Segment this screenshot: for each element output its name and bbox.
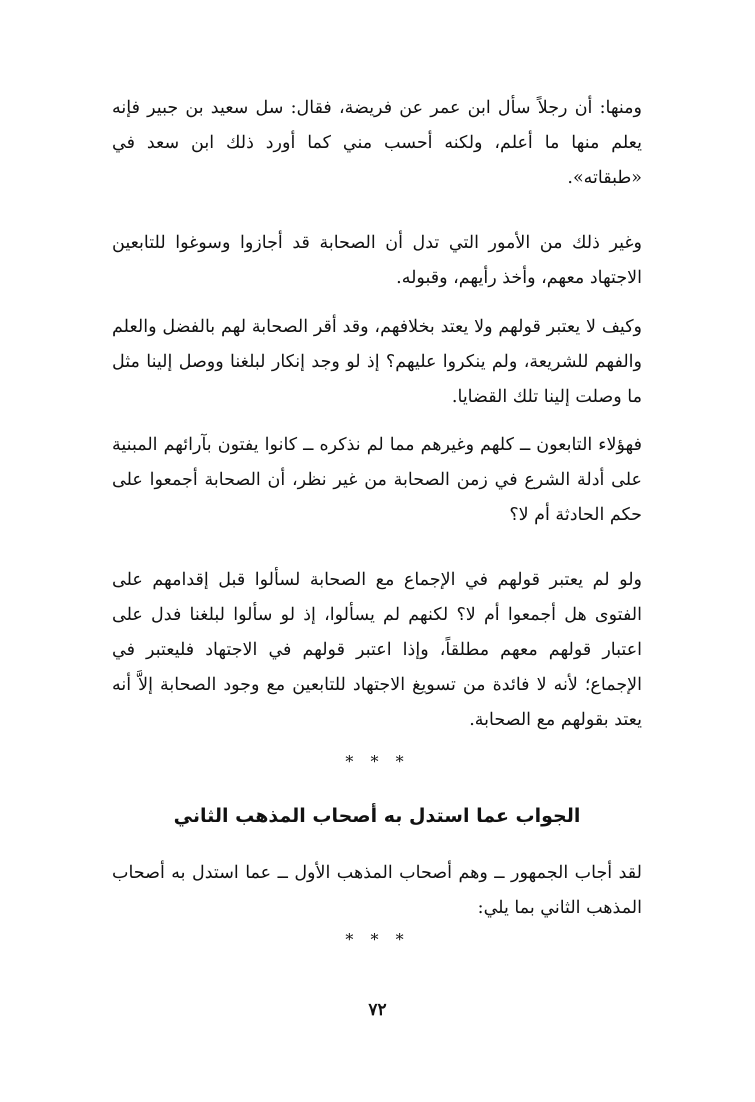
section-separator-end: * * * [345, 930, 410, 949]
section-heading: الجواب عما استدل به أصحاب المذهب الثاني [173, 805, 581, 827]
paragraph-successors-fatwa: فهؤلاء التابعون ــ كلهم وغيرهم مما لم نذكره ــ كانوا يفتون بآرائهم المبنية على أدلة الشرع في زمن الصحابة من غير نظر، أن الصحابة أجمعوا على حكم الحادثة أم لا؟ [112, 435, 642, 525]
paragraph-companions-permitted: وغير ذلك من الأمور التي تدل أن الصحابة قد أجازوا وسوغوا للتابعين الاجتهاد معهم، وأخذ رأيهم، وقبوله. [112, 233, 642, 288]
paragraph-not-disregarded: وكيف لا يعتبر قولهم ولا يعتد بخلافهم، وقد أقر الصحابة لهم بالفضل والعلم والفهم للشريعة، ولم ينكروا عليهم؟ إذ لو وجد إنكار لبلغنا ووصل إلينا مثل ما وصلت إلينا تلك القضايا. [112, 317, 642, 407]
paragraph-majority-response: لقد أجاب الجمهور ــ وهم أصحاب المذهب الأول ــ عما استدل به أصحاب المذهب الثاني بما يلي: [112, 863, 642, 918]
paragraph-ibn-umar-report: ومنها: أن رجلاً سأل ابن عمر عن فريضة، فقال: سل سعيد بن جبير فإنه يعلم منها ما أعلم، ولكنه أحسب مني كما أورد ذلك ابن سعد في «طبقاته». [112, 98, 642, 188]
page-number: ٧٢ [368, 1000, 387, 1020]
paragraph-consensus-argument: ولو لم يعتبر قولهم في الإجماع مع الصحابة لسألوا قبل إقدامهم على الفتوى هل أجمعوا أم لا؟ لكنهم لم يسألوا، إذ لو سألوا لبلغنا فدل على اعتبار قولهم معهم مطلقاً، وإذا اعتبر قولهم في الاجتهاد فليعتبر في الإجماع؛ لأنه لا فائدة من تسويغ الاجتهاد للتابعين مع وجود الصحابة إلاَّ أنه يعتد بقولهم مع الصحابة. [112, 570, 642, 730]
section-separator: * * * [345, 752, 410, 771]
